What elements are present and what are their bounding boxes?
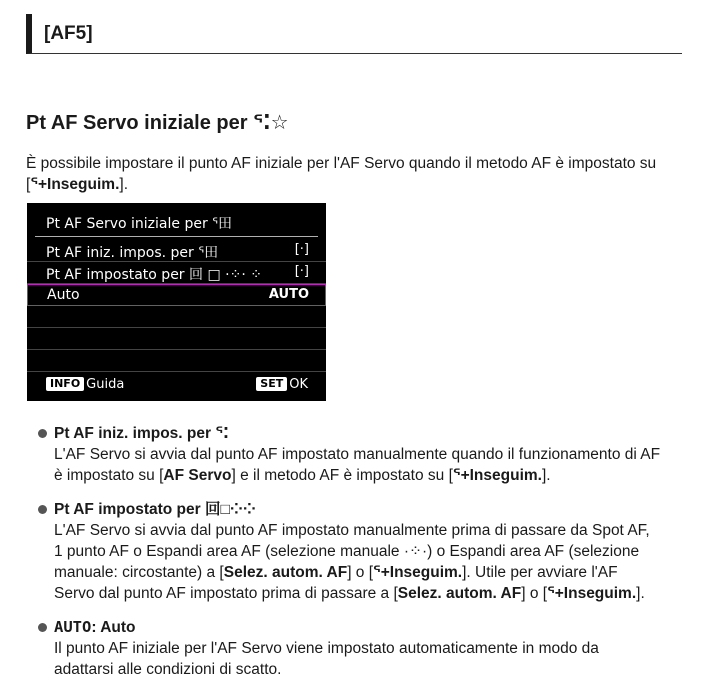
camera-menu-divider (35, 236, 318, 237)
intro-text: È possibile impostare il punto AF iniziale per l'AF Servo quando il metodo AF è impostato su (26, 155, 657, 172)
bullet-icon (38, 623, 47, 632)
option-bold: Selez. autom. AF (223, 564, 348, 581)
option-text: manuale: circostante) a [ (54, 564, 224, 581)
option-text: ] e il metodo AF è impostato su [ (231, 467, 453, 484)
option-text: Servo dal punto AF impostato prima di passare a [ (54, 585, 398, 602)
option-line: L'AF Servo si avvia dal punto AF impostato manualmente prima di passare da Spot AF, (54, 522, 650, 539)
camera-menu-title: Pt AF Servo iniziale per ᕐ田 (46, 216, 233, 232)
intro-bracket-open: [ (26, 176, 31, 193)
bullet-icon (38, 429, 47, 438)
option-description (54, 520, 684, 604)
option-heading: Pt AF iniz. impos. per ᕐ⁚ (54, 425, 229, 442)
camera-menu-row-manual[interactable] (27, 262, 326, 284)
option-heading (54, 617, 136, 638)
option-bold: AF Servo (163, 467, 232, 484)
info-guide-label: Guida (86, 377, 125, 392)
option-description (54, 444, 684, 486)
page-title (26, 110, 289, 135)
intro-paragraph (26, 153, 686, 195)
auto-tag: AUTO (54, 618, 92, 636)
option-bold: ᕐ+Inseguim. (452, 467, 542, 484)
option-bold: ᕐ+Inseguim. (373, 564, 463, 581)
page-title-text: Pt AF Servo iniziale per (26, 112, 254, 134)
camera-menu-row-label: Pt AF impostato per 回 □ ·⁘· ⁘ (46, 267, 262, 283)
option-heading: Pt AF impostato per 回□⁘⁘ (54, 501, 256, 518)
option-line: 1 punto AF o Espandi area AF (selezione manuale ·⁘·) o Espandi area AF (selezione (54, 543, 640, 560)
option-description (54, 638, 684, 680)
option-text: ]. (541, 467, 551, 484)
option-bold: ᕐ+Inseguim. (547, 585, 637, 602)
set-ok-label: OK (289, 377, 308, 392)
camera-menu-empty-row (27, 306, 326, 328)
camera-menu-row-label: Auto (47, 287, 80, 303)
option-line: Il punto AF iniziale per l'AF Servo viene impostato automaticamente in modo da (54, 640, 599, 657)
info-key-icon: INFO (46, 377, 84, 391)
section-code: [AF5] (44, 23, 93, 44)
intro-mode: ᕐ+Inseguim. (30, 176, 120, 193)
af-point-icon: [·] (294, 264, 309, 279)
set-ok-button[interactable] (256, 377, 308, 392)
camera-menu-empty-row (27, 350, 326, 372)
option-text: è impostato su [ (54, 467, 164, 484)
intro-bracket-close: ]. (119, 176, 129, 193)
camera-menu-row-auto[interactable] (27, 284, 326, 306)
camera-menu-empty-row (27, 328, 326, 350)
bullet-icon (38, 505, 47, 514)
set-key-icon: SET (256, 377, 287, 391)
info-guide-button[interactable] (46, 377, 124, 392)
option-text: ] o [ (347, 564, 374, 581)
option-text: ] o [ (521, 585, 548, 602)
option-bold: Selez. autom. AF (397, 585, 522, 602)
option-line: adattarsi alle condizioni di scatto. (54, 661, 282, 678)
option-heading-text: : Auto (91, 619, 136, 636)
af-mode-icon: ᕐ⁚☆ (253, 112, 289, 134)
option-text: ]. (636, 585, 645, 602)
camera-menu-row-value: AUTO (268, 287, 309, 302)
camera-menu-screen (27, 203, 326, 401)
camera-menu-row-label: Pt AF iniz. impos. per ᕐ田 (46, 245, 219, 261)
section-header (26, 14, 682, 54)
camera-menu-row-initial[interactable] (27, 240, 326, 262)
af-point-icon: [·] (294, 242, 309, 257)
option-text: ]. Utile per avviare l'AF (462, 564, 618, 581)
option-line: L'AF Servo si avvia dal punto AF impostato manualmente quando il funzionamento di AF (54, 446, 661, 463)
